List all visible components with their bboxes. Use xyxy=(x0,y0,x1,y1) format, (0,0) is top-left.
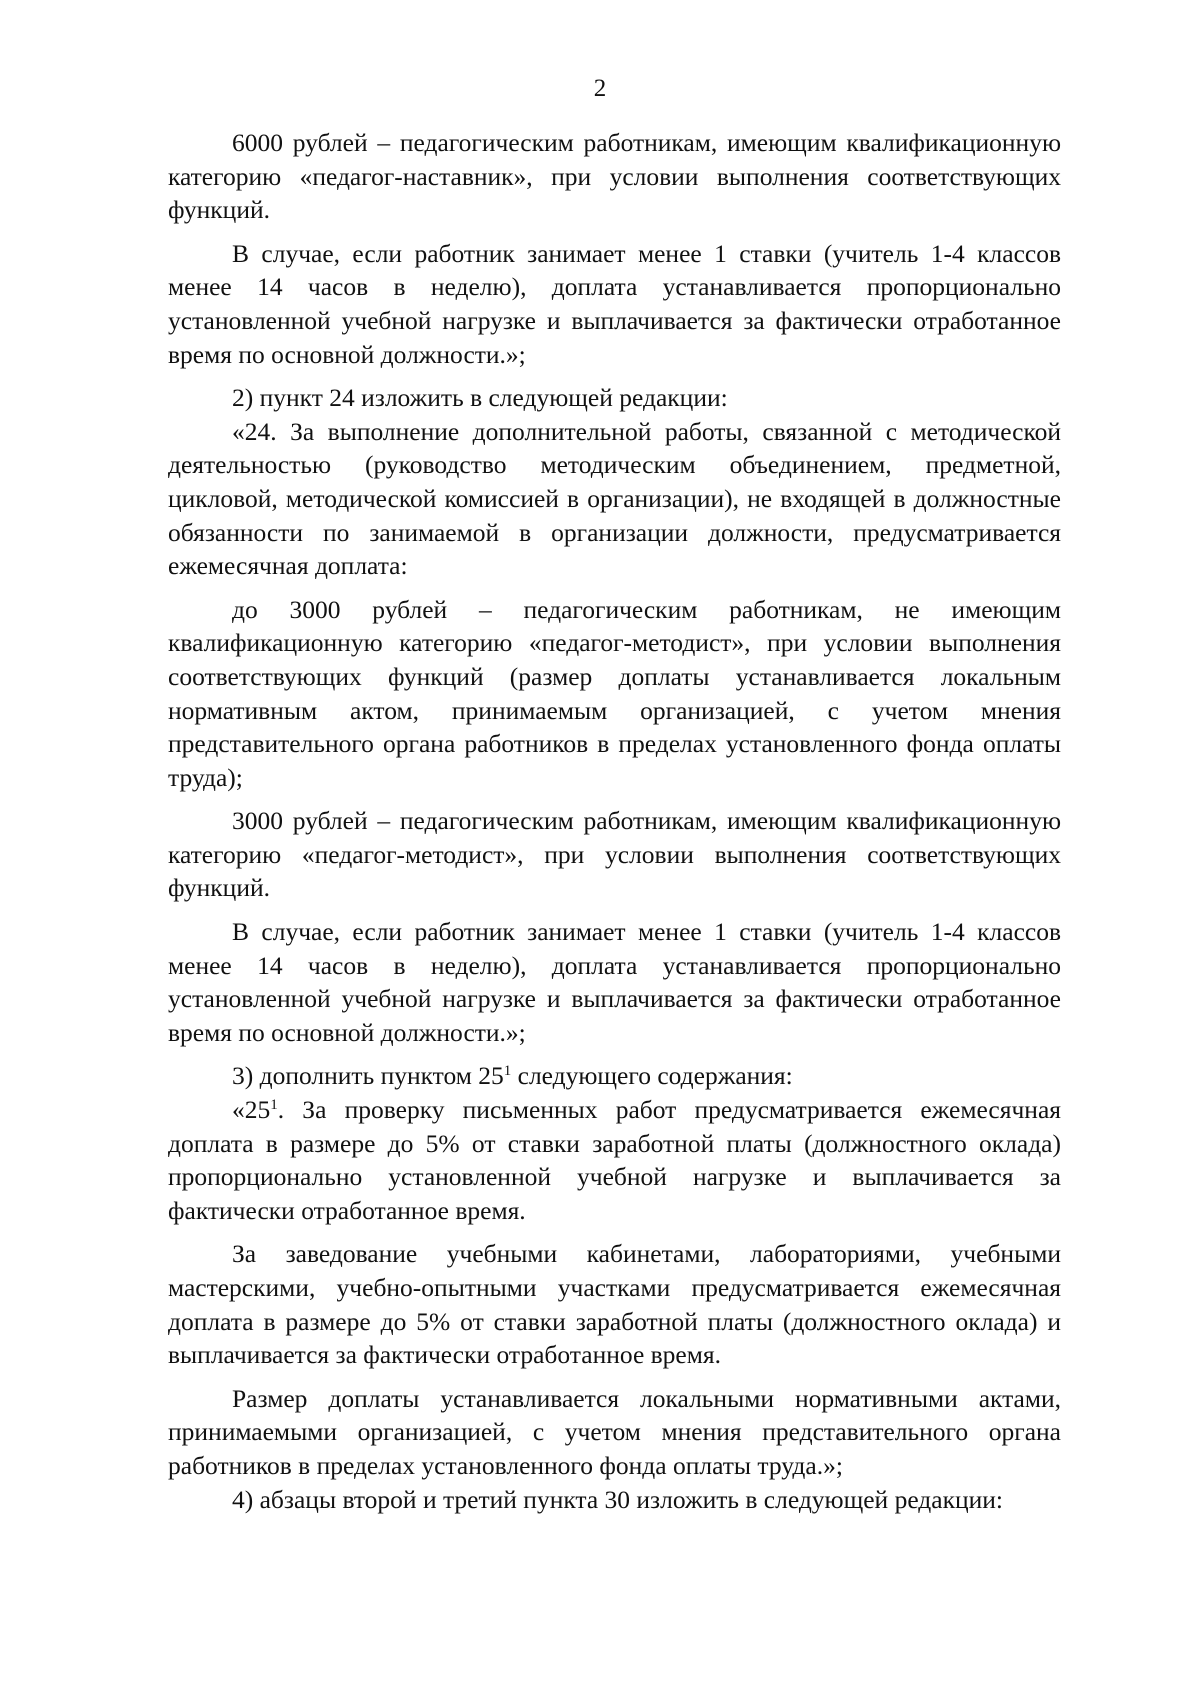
paragraph-item-4-heading: 4) абзацы второй и третий пункта 30 изложить в следующей редакции: xyxy=(232,1484,1004,1514)
document-body xyxy=(168,126,1061,1516)
paragraph-part-time-condition-2: В случае, если работник занимает менее 1 ставки (учитель 1-4 классов менее 14 часов в неделю), доплата устанавливается пропорционально установленной учебной нагрузке и выплачивается за фактически отработанное время по основной должности.»; xyxy=(168,917,1061,1047)
text-segment: . За проверку письменных работ предусматривается ежемесячная доплата в размере до 5% от ставки заработной платы (должностного оклада) пропорционально установленной учебной нагрузке и выплачивается за фактически отработанное время. xyxy=(168,1095,1061,1225)
superscript: 1 xyxy=(503,1063,512,1080)
paragraph-item-3-heading xyxy=(168,1059,1061,1093)
paragraph-item-2-heading: 2) пункт 24 изложить в следующей редакции: xyxy=(232,383,728,413)
paragraph-point-25-1 xyxy=(168,1093,1061,1227)
paragraph-cabinet-management: За заведование учебными кабинетами, лабораториями, учебными мастерскими, учебно-опытными участками предусматривается ежемесячная доплата в размере до 5% от ставки заработной платы (должностного оклада) и выплачивается за фактически отработанное время. xyxy=(168,1239,1061,1370)
paragraph-3000-methodist: 3000 рублей – педагогическим работникам, имеющим квалификационную категорию «педагог-методист», при условии выполнения соответствующих функций. xyxy=(168,806,1061,903)
paragraph-part-time-condition: В случае, если работник занимает менее 1 ставки (учитель 1-4 классов менее 14 часов в неделю), доплата устанавливается пропорционально установленной учебной нагрузке и выплачивается за фактически отработанное время по основной должности.»; xyxy=(168,238,1061,369)
paragraph-payment-size: Размер доплаты устанавливается локальными нормативными актами, принимаемыми организацией, с учетом мнения представительного органа работников в пределах установленного фонда оплаты труда.»; xyxy=(168,1383,1061,1480)
text-segment: следующего содержания: xyxy=(511,1061,793,1091)
text-segment: «25 xyxy=(232,1095,271,1125)
paragraph-teacher-mentor-payment: 6000 рублей – педагогическим работникам, имеющим квалификационную категорию «педагог-наставник», при условии выполнения соответствующих функций. xyxy=(168,128,1061,225)
paragraph-up-to-3000: до 3000 рублей – педагогическим работникам, не имеющим квалификационную категорию «педагог-методист», при условии выполнения соответствующих функций (размер доплаты устанавливается локальным нормативным актом, принимаемым организацией, с учетом мнения представительного органа работников в пределах установленного фонда оплаты труда); xyxy=(168,594,1061,792)
text-segment: 3) дополнить пунктом 25 xyxy=(232,1061,504,1091)
superscript: 1 xyxy=(270,1097,278,1114)
paragraph-point-24: «24. За выполнение дополнительной работы, связанной с методической деятельностью (руководство методическим объединением, предметной, цикловой, методической комиссией в организации), не входящей в должностные обязанности по занимаемой в организации должности, предусматривается ежемесячная доплата: xyxy=(168,416,1061,581)
page-number: 2 xyxy=(593,75,607,102)
